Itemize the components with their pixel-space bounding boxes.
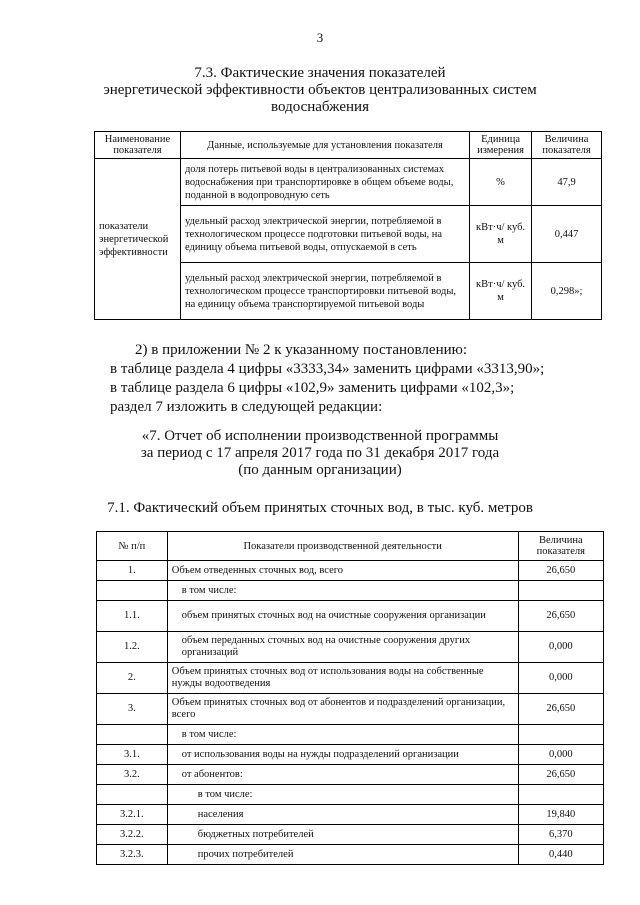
row-number: 3.2.3. <box>97 845 168 865</box>
row-number: 1.1. <box>97 601 168 632</box>
table-row <box>97 825 604 845</box>
table-row <box>97 845 604 865</box>
table-row <box>97 785 604 805</box>
section-7-1-title: 7.1. Фактический объем принятых сточных вод, в тыс. куб. метров <box>107 500 533 516</box>
column-header: Показатели производственной деятельности <box>167 532 518 561</box>
column-header: Наименование показателя <box>95 132 181 159</box>
row-value <box>518 581 603 601</box>
page-number: 3 <box>316 30 324 45</box>
row-label: Объем принятых сточных вод от абонентов и подразделений организации, всего <box>167 694 518 725</box>
amendment-line: в таблице раздела 6 цифры «102,9» заменить цифрами «102,3»; <box>110 380 515 396</box>
title-line: энергетической эффективности объектов централизованных систем <box>103 82 537 98</box>
amendment-line: в таблице раздела 4 цифры «3333,34» заменить цифрами «3313,90»; <box>110 361 545 377</box>
amendment-text <box>110 341 620 417</box>
title-line: 7.3. Фактические значения показателей <box>194 65 446 81</box>
row-value: 19,840 <box>518 805 603 825</box>
column-header: Величина показателя <box>532 132 602 159</box>
row-label: от использования воды на нужды подразделений организации <box>167 745 518 765</box>
row-value: 0,000 <box>518 745 603 765</box>
row-number: 1. <box>97 561 168 581</box>
table-row <box>97 601 604 632</box>
row-label: в том числе: <box>167 725 518 745</box>
energy-efficiency-table <box>94 131 602 320</box>
title-line: (по данным организации) <box>238 462 402 478</box>
row-number <box>97 581 168 601</box>
indicator-value: 47,9 <box>532 159 602 206</box>
row-value <box>518 785 603 805</box>
section-7-3-title <box>0 65 640 116</box>
wastewater-volume-table <box>96 531 604 865</box>
table-row <box>95 159 602 206</box>
row-value <box>518 725 603 745</box>
row-value: 0,440 <box>518 845 603 865</box>
table-row <box>97 805 604 825</box>
table-row <box>97 561 604 581</box>
row-number <box>97 725 168 745</box>
row-number <box>97 785 168 805</box>
row-label: в том числе: <box>167 581 518 601</box>
table-row <box>97 694 604 725</box>
indicator-description: удельный расход электрической энергии, потребляемой в технологическом процессе подготовки питьевой воды, на единицу объема питьевой воды, отпускаемой в сеть <box>180 206 469 263</box>
row-number: 2. <box>97 663 168 694</box>
table-row <box>97 632 604 663</box>
row-number: 1.2. <box>97 632 168 663</box>
row-value: 26,650 <box>518 765 603 785</box>
row-number: 3.2. <box>97 765 168 785</box>
table-row <box>97 745 604 765</box>
row-label: в том числе: <box>167 785 518 805</box>
row-label: от абонентов: <box>167 765 518 785</box>
title-line: за период с 17 апреля 2017 года по 31 декабря 2017 года <box>140 445 500 461</box>
column-header: Единица измерения <box>470 132 532 159</box>
title-line: водоснабжения <box>271 99 369 115</box>
indicator-description: удельный расход электрической энергии, потребляемой в технологическом процессе транспортировки питьевой воды, на единицу объема транспортируемой питьевой воды <box>180 263 469 320</box>
row-number: 3.1. <box>97 745 168 765</box>
indicator-unit: % <box>470 159 532 206</box>
table-header-row <box>95 132 602 159</box>
title-line: «7. Отчет об исполнении производственной программы <box>141 428 499 444</box>
row-value: 6,370 <box>518 825 603 845</box>
indicator-unit: кВт·ч/ куб. м <box>470 263 532 320</box>
table-row <box>97 663 604 694</box>
row-value: 26,650 <box>518 601 603 632</box>
column-header: № п/п <box>97 532 168 561</box>
table-row <box>97 765 604 785</box>
row-number: 3.2.2. <box>97 825 168 845</box>
row-value: 26,650 <box>518 694 603 725</box>
indicator-unit: кВт·ч/ куб. м <box>470 206 532 263</box>
section-7-title <box>0 428 640 479</box>
column-header: Величина показателя <box>518 532 603 561</box>
amendment-line: 2) в приложении № 2 к указанному постановлению: <box>135 342 467 358</box>
indicator-description: доля потерь питьевой воды в централизованных системах водоснабжения при транспортировке в общем объеме воды, поданной в водопроводную сеть <box>180 159 469 206</box>
table-body <box>97 561 604 865</box>
indicator-value: 0,447 <box>532 206 602 263</box>
row-label: объем принятых сточных вод на очистные сооружения организации <box>167 601 518 632</box>
amendment-line: раздел 7 изложить в следующей редакции: <box>110 399 383 415</box>
indicator-group-label: показатели энергетической эффективности <box>95 159 181 320</box>
row-label: объем переданных сточных вод на очистные сооружения других организаций <box>167 632 518 663</box>
row-number: 3.2.1. <box>97 805 168 825</box>
column-header: Данные, используемые для установления показателя <box>180 132 469 159</box>
indicator-value: 0,298»; <box>532 263 602 320</box>
row-label: бюджетных потребителей <box>167 825 518 845</box>
row-label: Объем принятых сточных вод от использования воды на собственные нужды водоотведения <box>167 663 518 694</box>
table-row <box>97 725 604 745</box>
row-label: Объем отведенных сточных вод, всего <box>167 561 518 581</box>
row-label: населения <box>167 805 518 825</box>
row-value: 26,650 <box>518 561 603 581</box>
table-header-row <box>97 532 604 561</box>
table-row <box>97 581 604 601</box>
row-number: 3. <box>97 694 168 725</box>
row-value: 0,000 <box>518 663 603 694</box>
row-value: 0,000 <box>518 632 603 663</box>
row-label: прочих потребителей <box>167 845 518 865</box>
